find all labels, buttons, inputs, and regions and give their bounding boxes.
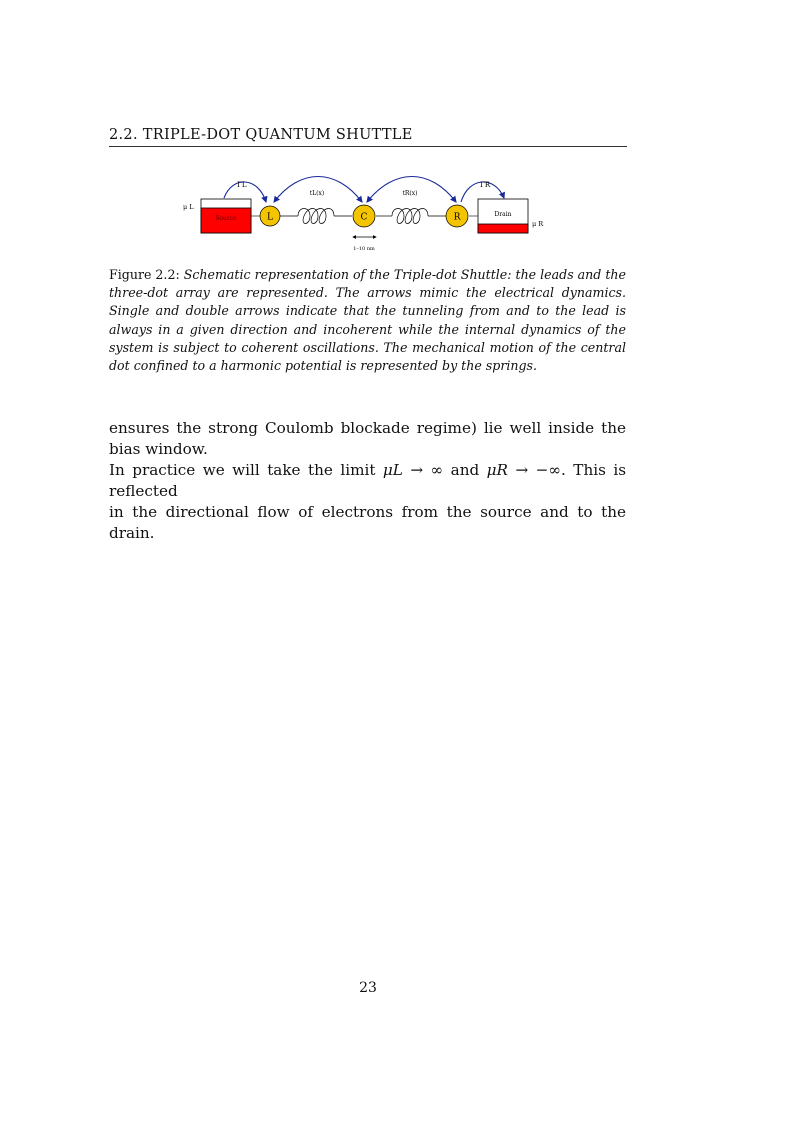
triple-dot-shuttle-figure [180,172,552,258]
body-line-2-end: . This is reflected [109,461,626,500]
page-number: 23 [359,980,377,996]
mu-right-label: μ R [532,220,544,228]
caption-label: Figure 2.2: [109,267,180,282]
body-line-2 [109,460,626,502]
header-rule [109,146,627,147]
gamma-right-label: ΓR [480,181,491,189]
left-spring [280,209,352,224]
dot-left-label: L [267,212,273,223]
body-line-1: ensures the strong Coulomb blockade regime) lie well inside the bias window. [109,419,626,458]
scale-label: 1–10 nm [353,246,375,252]
limit-right: μR → −∞ [486,461,562,479]
figure-caption [109,266,626,375]
body-line-3: in the directional flow of electrons from the source and to the drain. [109,503,626,542]
t-left-label: tL(x) [309,190,325,197]
body-line-2-start: In practice we will take the limit [109,461,383,479]
t-right-label: tR(x) [402,190,418,197]
caption-text: Schematic representation of the Triple-dot Shuttle: the leads and the three-dot array are represented. The arrows mimic the electrical dynamics. Single and double arrows indicate that the tunneling from and to the lead is always in a given direction and incoherent while the internal dynamics of the system is subject to coherent oscillations. The mechanical motion of the central dot confined to a harmonic potential is represented by the springs. [109,267,626,374]
drain-fill [478,224,528,233]
limit-left: μL → ∞ [382,461,444,479]
mu-left-label: μ L [183,203,194,211]
drain-label: Drain [494,211,512,218]
gamma-left-label: ΓL [237,181,247,189]
body-paragraph [109,418,626,544]
right-spring [376,209,446,224]
dot-center-label: C [360,212,368,223]
body-line-2-mid: and [443,461,487,479]
running-head: 2.2. TRIPLE-DOT QUANTUM SHUTTLE [109,127,413,143]
source-label: Source [215,215,237,222]
dot-right-label: R [453,212,461,223]
